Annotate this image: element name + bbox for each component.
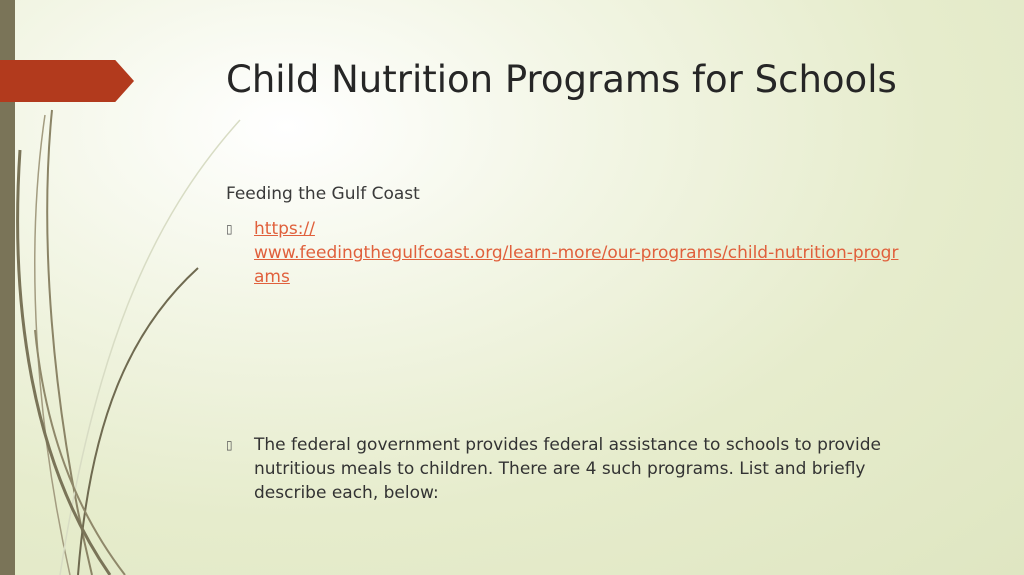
bullet-marker-icon: ▯	[226, 222, 233, 236]
bullet-description-text: The federal government provides federal assistance to schools to provide nutritious meals to children. There are 4 such programs. List and briefly describe each, below:	[254, 435, 881, 503]
link-line-3[interactable]: ams	[254, 267, 290, 287]
title-arrow-accent	[0, 60, 134, 102]
bullet-text-item	[226, 433, 926, 505]
link-line-1[interactable]: https://	[254, 219, 315, 239]
slide-title: Child Nutrition Programs for Schools	[226, 58, 897, 101]
bullet-link-text	[254, 217, 956, 289]
bullet-link-item	[226, 217, 956, 289]
bullet-marker-icon: ▯	[226, 438, 233, 452]
link-line-2[interactable]: www.feedingthegulfcoast.org/learn-more/our-programs/child-nutrition-progr	[254, 243, 899, 263]
slide-subheading: Feeding the Gulf Coast	[226, 184, 420, 204]
